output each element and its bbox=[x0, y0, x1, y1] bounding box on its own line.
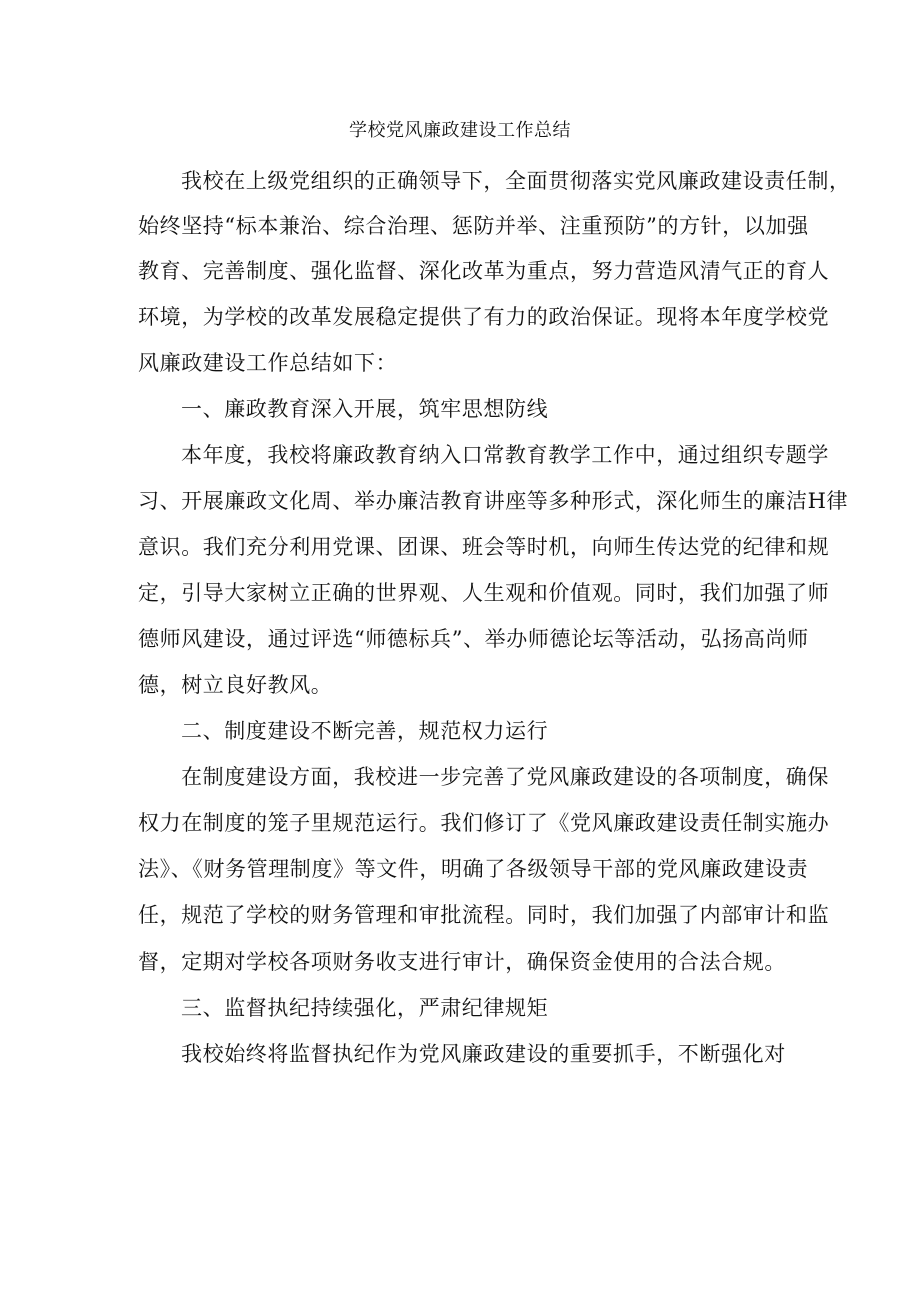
paragraph-line: 环境，为学校的改革发展稳定提供了有力的政治保证。现将本年度学校党 bbox=[138, 305, 830, 329]
section-heading: 二、制度建设不断完善，规范权力运行 bbox=[181, 719, 549, 743]
paragraph-line: 德师风建设，通过评选“师德标兵”、举办师德论坛等活动，弘扬高尚师 bbox=[138, 627, 809, 651]
paragraph-line: 定，引导大家树立正确的世界观、人生观和价值观。同时，我们加强了师 bbox=[138, 581, 830, 605]
section-heading: 三、监督执纪持续强化，严肃纪律规矩 bbox=[181, 996, 549, 1020]
paragraph-line: 意识。我们充分利用党课、团课、班会等时机，向师生传达党的纪律和规 bbox=[138, 535, 830, 559]
paragraph-line: 始终坚持“标本兼治、综合治理、惩防并举、注重预防”的方针，以加强 bbox=[138, 214, 809, 238]
document-title: 学校党风廉政建设工作总结 bbox=[349, 120, 571, 141]
paragraph-line: 在制度建设方面，我校进一步完善了党风廉政建设的各项制度，确保 bbox=[181, 765, 829, 789]
paragraph-line: 我校在上级党组织的正确领导下，全面贯彻落实党风廉政建设责任制， bbox=[181, 169, 851, 193]
paragraph-line: 任，规范了学校的财务管理和审批流程。同时，我们加强了内部审计和监 bbox=[138, 903, 830, 927]
paragraph-line: 法》、《财务管理制度》等文件，明确了各级领导干部的党风廉政建设责 bbox=[138, 857, 809, 881]
paragraph-line: 习、开展廉政文化周、举办廉洁教育讲座等多种形式，深化师生的廉洁H律 bbox=[138, 489, 849, 513]
paragraph-line: 教育、完善制度、强化监督、深化改革为重点，努力营造风清气正的育人 bbox=[138, 259, 830, 283]
paragraph-line: 督，定期对学校各项财务收支进行审计，确保资金使用的合法合规。 bbox=[138, 950, 786, 974]
paragraph-line: 本年度，我校将廉政教育纳入口常教育教学工作中，通过组织专题学 bbox=[181, 443, 829, 467]
paragraph-line: 德，树立良好教风。 bbox=[138, 673, 333, 697]
paragraph-line: 权力在制度的笼子里规范运行。我们修订了《党风廉政建设责任制实施办 bbox=[138, 811, 830, 835]
section-heading: 一、廉政教育深入开展，筑牢思想防线 bbox=[181, 397, 549, 421]
paragraph-line: 风廉政建设工作总结如下： bbox=[138, 351, 398, 375]
paragraph-line: 我校始终将监督执纪作为党风廉政建设的重要抓手，不断强化对 bbox=[181, 1042, 786, 1066]
